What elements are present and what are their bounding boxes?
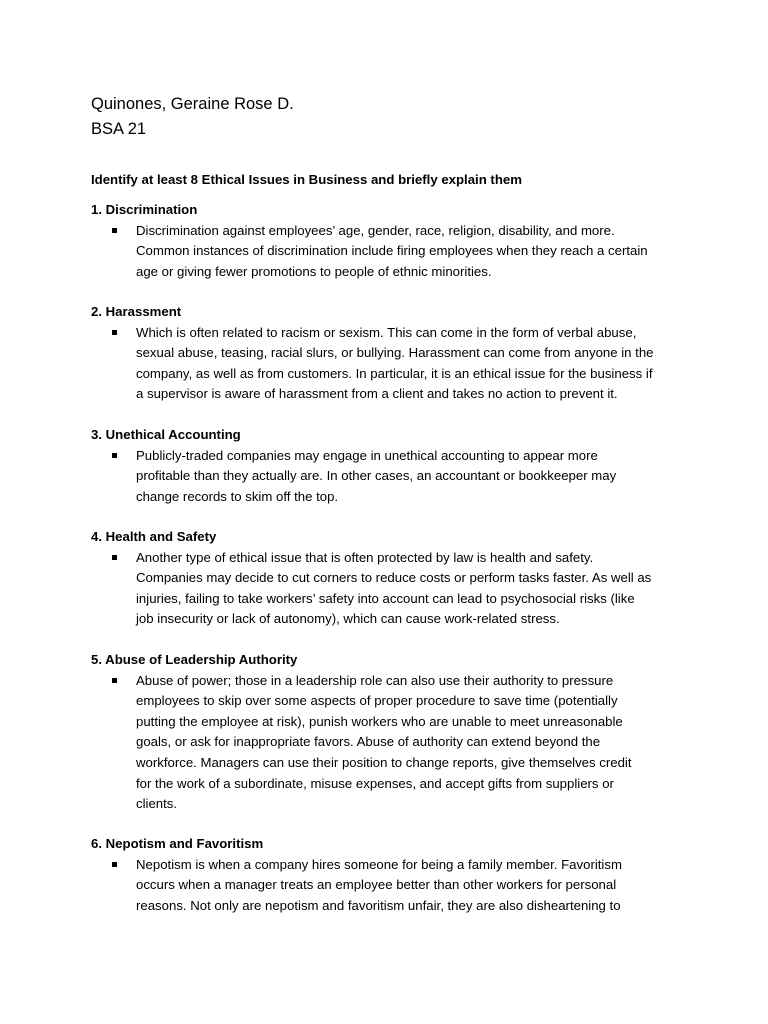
bullet-text-line: company, as well as from customers. In particular, it is an ethical issue for the business if xyxy=(136,365,653,381)
issue-nepotism-and-favoritism xyxy=(91,834,691,916)
issue-heading: 2. Harassment xyxy=(91,304,182,319)
bullet-text-line: workforce. Managers can use their position to change reports, give themselves credit xyxy=(136,754,632,770)
issue-bullet xyxy=(91,671,691,815)
bullet-square-icon xyxy=(112,862,117,867)
bullet-square-icon xyxy=(112,453,117,458)
bullet-text-line: goals, or ask for inappropriate favors. Abuse of authority can extend beyond the xyxy=(136,734,601,750)
bullet-square-icon xyxy=(112,330,117,335)
issue-bullet xyxy=(91,855,691,917)
issue-heading: 6. Nepotism and Favoritism xyxy=(91,836,264,851)
bullet-text-line: injuries, failing to take workers’ safety into account can lead to psychosocial risks (like xyxy=(136,590,635,606)
issue-health-and-safety xyxy=(91,527,691,630)
assignment-instruction: Identify at least 8 Ethical Issues in Business and briefly explain them xyxy=(91,172,522,187)
bullet-text-line: Companies may decide to cut corners to reduce costs or perform tasks faster. As well as xyxy=(136,570,652,586)
bullet-text-line: Publicly-traded companies may engage in unethical accounting to appear more xyxy=(136,447,598,463)
issue-bullet xyxy=(91,446,691,508)
bullet-text-line: age or giving fewer promotions to people of ethnic minorities. xyxy=(136,263,492,279)
author-name: Quinones, Geraine Rose D. xyxy=(91,95,294,113)
issue-heading: 3. Unethical Accounting xyxy=(91,427,241,442)
issue-bullet xyxy=(91,323,691,405)
issue-bullet xyxy=(91,548,691,630)
bullet-text-line: Which is often related to racism or sexism. This can come in the form of verbal abuse, xyxy=(136,324,637,340)
bullet-text-line: job insecurity or lack of autonomy), which can cause work-related stress. xyxy=(136,611,560,627)
issue-heading: 1. Discrimination xyxy=(91,202,198,217)
issue-discrimination xyxy=(91,200,691,282)
bullet-text-line: reasons. Not only are nepotism and favoritism unfair, they are also disheartening to xyxy=(136,897,621,913)
class-section: BSA 21 xyxy=(91,120,147,138)
bullet-text-line: Abuse of power; those in a leadership role can also use their authority to pressure xyxy=(136,672,614,688)
bullet-text-line: Discrimination against employees’ age, gender, race, religion, disability, and more. xyxy=(136,222,615,238)
bullet-text-line: for the work of a subordinate, misuse expenses, and accept gifts from suppliers or xyxy=(136,775,614,791)
bullet-text-line: change records to skim off the top. xyxy=(136,488,339,504)
bullet-square-icon xyxy=(112,228,117,233)
bullet-text-line: Common instances of discrimination include firing employees when they reach a certain xyxy=(136,243,648,259)
issue-unethical-accounting xyxy=(91,425,691,507)
bullet-text-line: profitable than they actually are. In other cases, an accountant or bookkeeper may xyxy=(136,468,617,484)
bullet-text-line: a supervisor is aware of harassment from a client and takes no action to prevent it. xyxy=(136,386,618,402)
issue-bullet xyxy=(91,221,691,283)
bullet-text-line: clients. xyxy=(136,796,178,812)
issue-abuse-of-leadership-authority xyxy=(91,650,691,815)
bullet-text-line: Another type of ethical issue that is often protected by law is health and safety. xyxy=(136,549,594,565)
issue-heading: 4. Health and Safety xyxy=(91,529,217,544)
issue-harassment xyxy=(91,302,691,405)
issue-heading: 5. Abuse of Leadership Authority xyxy=(91,652,298,667)
bullet-text-line: employees to skip over some aspects of proper procedure to save time (potentially xyxy=(136,693,618,709)
bullet-text-line: putting the employee at risk), punish workers who are unable to meet unreasonable xyxy=(136,713,623,729)
bullet-text-line: occurs when a manager treats an employee better than other workers for personal xyxy=(136,877,617,893)
bullet-square-icon xyxy=(112,555,117,560)
bullet-square-icon xyxy=(112,678,117,683)
bullet-text-line: sexual abuse, teasing, racial slurs, or bullying. Harassment can come from anyone in the xyxy=(136,345,654,361)
bullet-text-line: Nepotism is when a company hires someone for being a family member. Favoritism xyxy=(136,856,622,872)
